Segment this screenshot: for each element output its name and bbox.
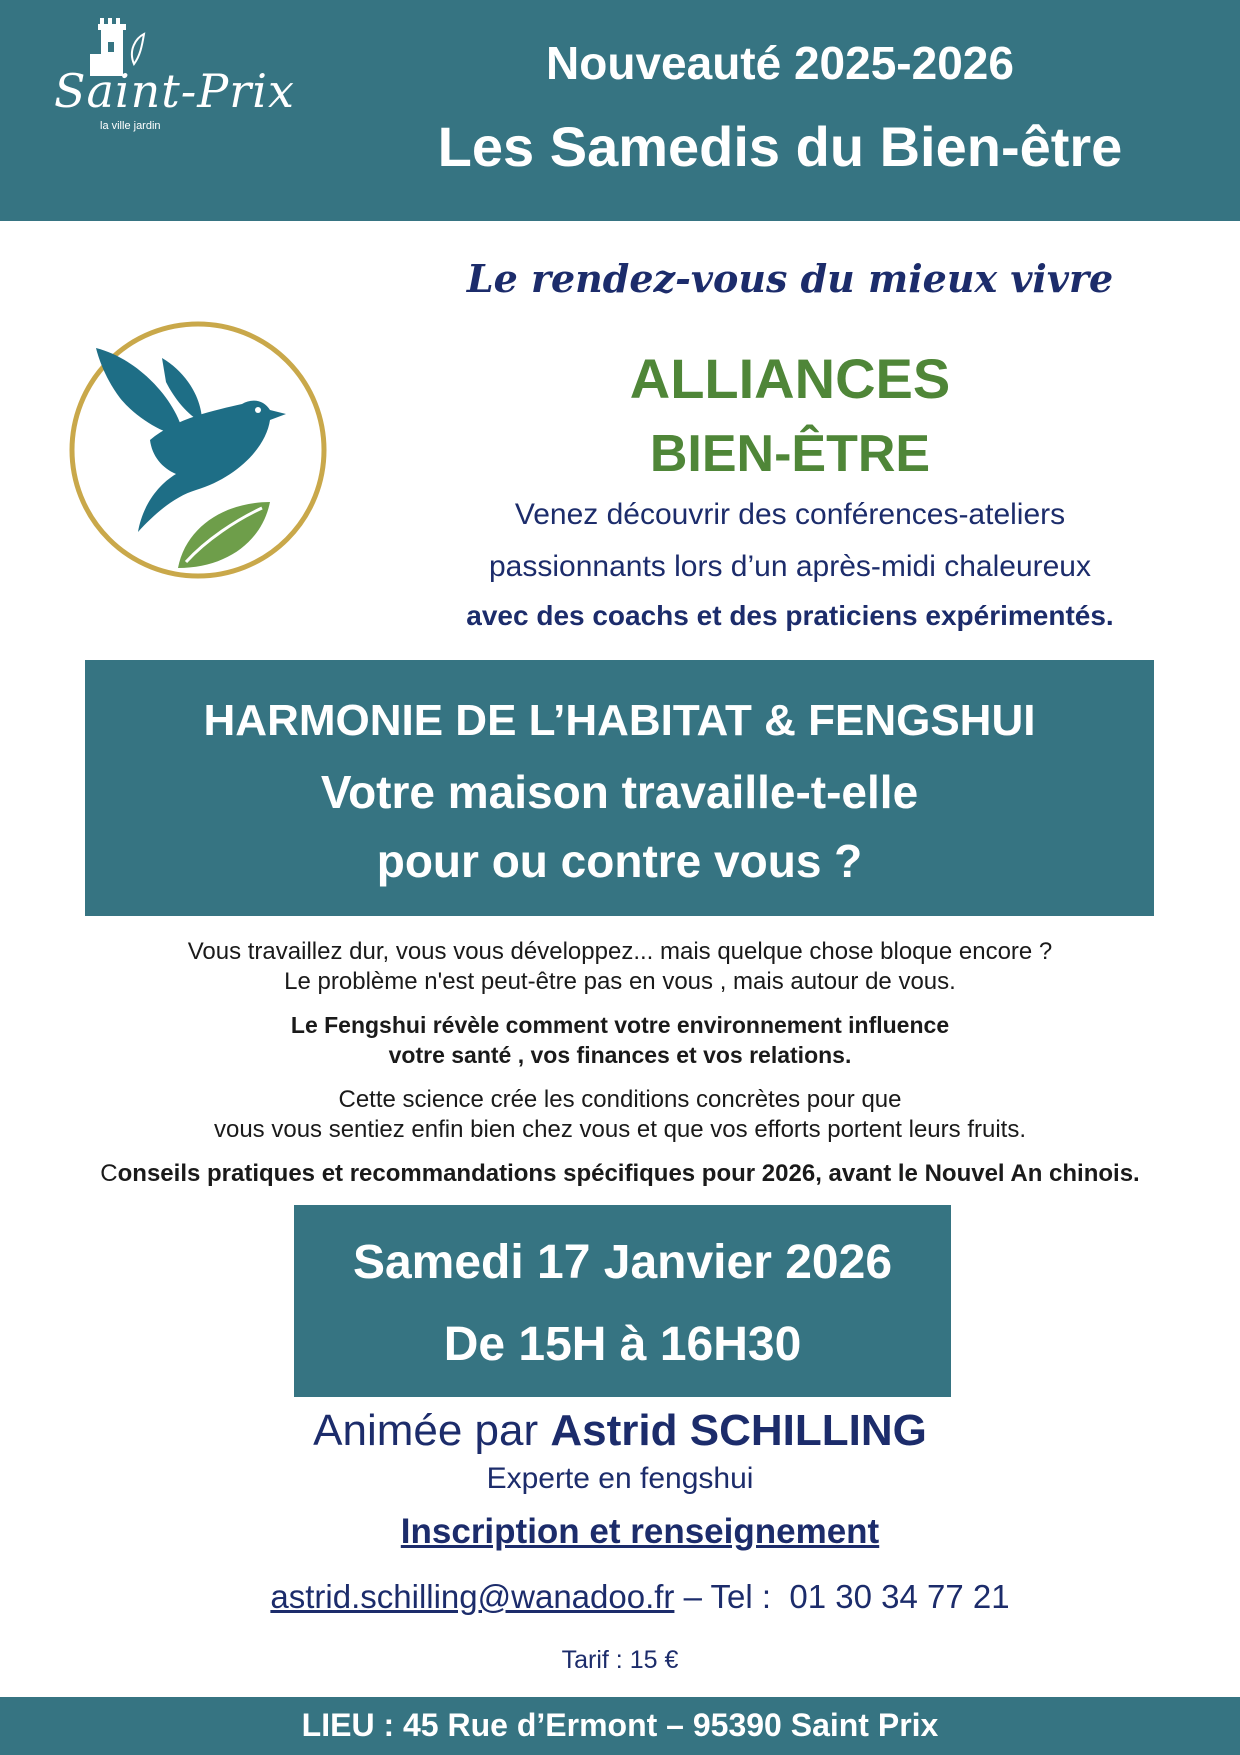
event-date: Samedi 17 Janvier 2026	[352, 1236, 893, 1289]
phone-label: – Tel :	[683, 1578, 772, 1615]
series-title: Les Samedis du Bien-être	[437, 115, 1123, 178]
organizer-name-line1: ALLIANCES	[629, 347, 951, 410]
host-name: Astrid SCHILLING	[550, 1406, 927, 1455]
footer-banner	[0, 1697, 1240, 1755]
bird-eye	[255, 407, 261, 413]
topic-question-line1: Votre maison travaille-t-elle	[320, 766, 919, 818]
description-p4	[20, 1160, 1220, 1188]
footer-location: LIEU : 45 Rue d’Ermont – 95390 Saint Prix	[301, 1707, 939, 1743]
logo-subtitle: la ville jardin	[100, 120, 161, 132]
description-p2-line2: votre santé , vos finances et vos relations.	[388, 1042, 852, 1068]
host-line	[200, 1406, 1040, 1456]
description-p1-line1: Vous travaillez dur, vous vous développez... mais quelque chose bloque encore ?	[187, 938, 1053, 965]
description-p4-text: onseils pratiques et recommandations spécifiques pour 2026, avant le Nouvel An chinois.	[117, 1160, 1140, 1187]
description-p3-line2: vous vous sentiez enfin bien chez vous et que vos efforts portent leurs fruits.	[213, 1116, 1026, 1143]
intro-line-2: passionnants lors d’un après-midi chaleureux	[489, 550, 1091, 583]
host-role: Experte en fengshui	[486, 1462, 754, 1495]
description-p2-line1: Le Fengshui révèle comment votre environnement influence	[290, 1012, 950, 1038]
bird-emblem	[66, 318, 330, 582]
organizer-name-line2: BIEN-ÊTRE	[649, 425, 931, 483]
edition-title: Nouveauté 2025-2026	[546, 37, 1014, 89]
tagline: Le rendez-vous du mieux vivre	[466, 256, 1114, 301]
intro-line-1: Venez découvrir des conférences-ateliers	[514, 498, 1066, 531]
intro-line-3: avec des coachs et des praticiens expérimentés.	[466, 600, 1114, 631]
registration-heading: Inscription et renseignement	[400, 1512, 880, 1551]
event-time: De 15H à 16H30	[443, 1318, 802, 1371]
host-prefix: Animée par	[313, 1406, 539, 1455]
topic-question-line2: pour ou contre vous ?	[376, 835, 863, 887]
topic-box	[85, 660, 1154, 916]
description-p4-initial: C	[100, 1160, 118, 1187]
description-p3-line1: Cette science crée les conditions concrètes pour que	[338, 1086, 902, 1113]
header-banner	[0, 0, 1240, 221]
price: Tarif : 15 €	[561, 1646, 679, 1674]
logo-wordmark: Saint-Prix	[54, 64, 295, 118]
description-p1-line2: Le problème n'est peut-être pas en vous , mais autour de vous.	[284, 968, 956, 995]
email-link[interactable]: astrid.schilling@wanadoo.fr	[270, 1578, 675, 1615]
contact-line	[200, 1578, 1080, 1616]
event-date-box	[294, 1205, 951, 1397]
phone-number: 01 30 34 77 21	[789, 1578, 1010, 1615]
topic-title: HARMONIE DE L’HABITAT & FENGSHUI	[203, 696, 1036, 745]
